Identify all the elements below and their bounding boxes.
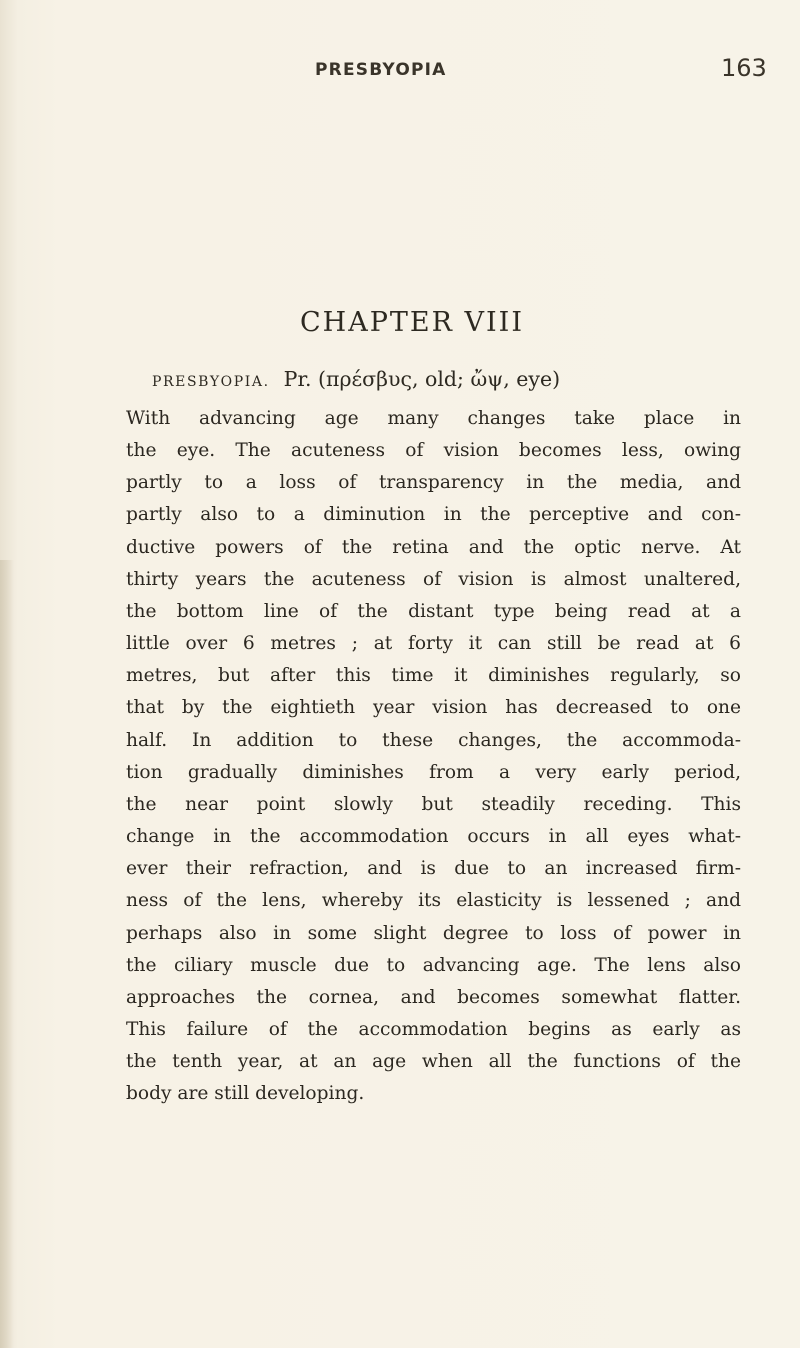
text-line: the near point slowly but steadily receding. This: [126, 793, 741, 815]
text-line: the eye. The acuteness of vision becomes less, owing: [126, 440, 741, 462]
section-etymology: Pr. (πρέσβυς, old; ὤψ, eye): [283, 367, 561, 391]
body-paragraph: [126, 403, 741, 1110]
text-line: partly to a loss of transparency in the media, and: [126, 472, 741, 494]
running-head: PRESBYOPIA: [315, 60, 447, 80]
text-line: ness of the lens, whereby its elasticity is lessened ; and: [126, 890, 741, 912]
text-line: change in the accommodation occurs in all eyes what-: [126, 826, 741, 848]
text-line: perhaps also in some slight degree to loss of power in: [126, 922, 741, 944]
text-line: body are still developing.: [126, 1083, 365, 1105]
text-line: thirty years the acuteness of vision is almost unaltered,: [126, 568, 741, 590]
chapter-title: CHAPTER VIII: [300, 307, 524, 338]
text-line: approaches the cornea, and becomes somewhat flatter.: [126, 986, 741, 1008]
text-line: ever their refraction, and is due to an increased firm-: [126, 858, 741, 880]
text-line: metres, but after this time it diminishes regularly, so: [126, 665, 741, 687]
text-line: the bottom line of the distant type being read at a: [126, 600, 741, 622]
text-line: little over 6 metres ; at forty it can still be read at 6: [126, 633, 741, 655]
page-gutter-shadow: [0, 560, 14, 1348]
text-line: the ciliary muscle due to advancing age. The lens also: [126, 954, 741, 976]
text-line: the tenth year, at an age when all the functions of the: [126, 1051, 741, 1073]
text-line: that by the eightieth year vision has decreased to one: [126, 697, 741, 719]
text-line: With advancing age many changes take place in: [126, 408, 741, 429]
text-line: ductive powers of the retina and the optic nerve. At: [126, 536, 741, 558]
page-number: 163: [721, 54, 767, 82]
text-line: This failure of the accommodation begins as early as: [126, 1018, 741, 1040]
section-heading: [152, 367, 560, 391]
text-line: tion gradually diminishes from a very early period,: [126, 761, 741, 783]
text-line: half. In addition to these changes, the accommoda-: [126, 729, 741, 751]
section-term: PRESBYOPIA.: [152, 374, 270, 390]
text-line: partly also to a diminution in the perceptive and con-: [126, 504, 741, 526]
